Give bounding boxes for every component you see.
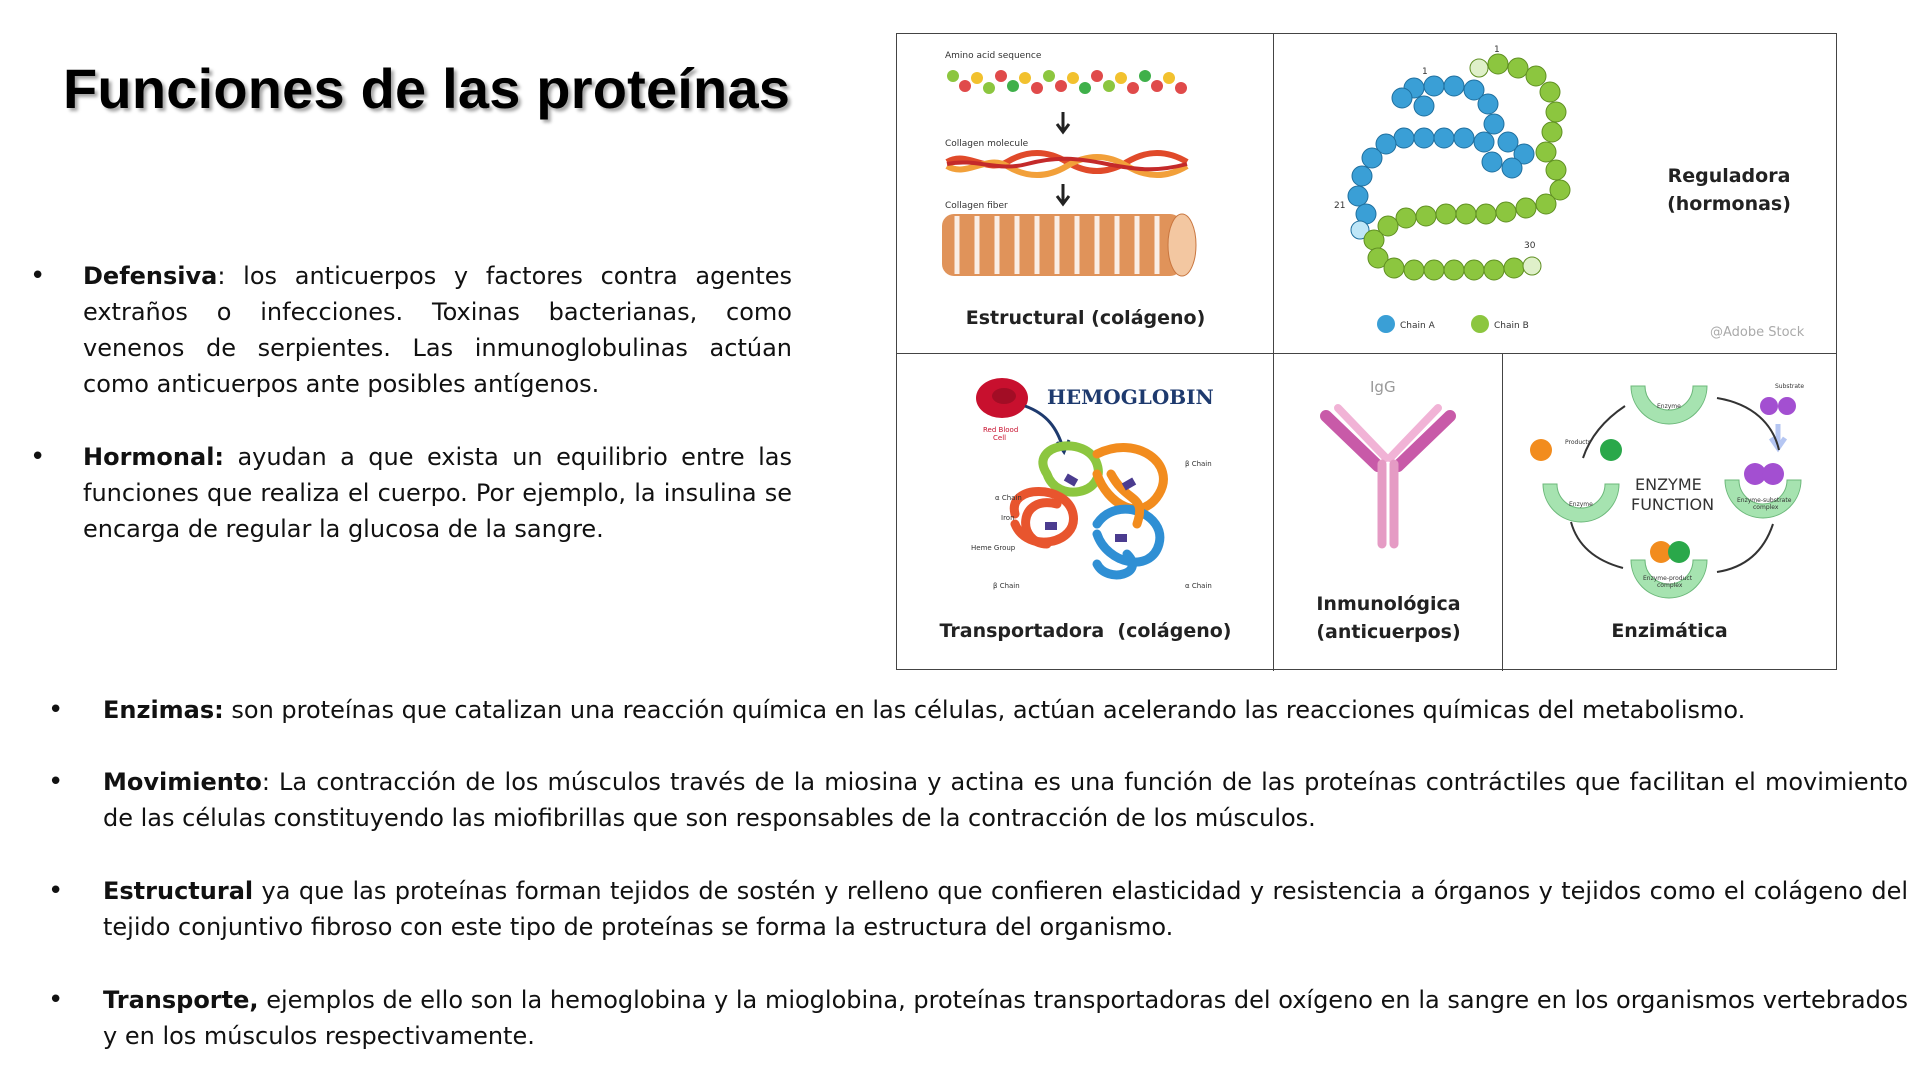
igg-label: IgG: [1370, 378, 1396, 396]
caption-line: (hormonas): [1667, 193, 1791, 215]
heme-group-label: Heme Group: [971, 544, 1016, 552]
amino-acid-chain: [947, 70, 1187, 94]
hemoglobin-subunits: [1014, 446, 1163, 575]
amino-acid-label: Amino acid sequence: [945, 51, 1042, 61]
products-label: Products: [1565, 439, 1591, 446]
bullet-enzimas: [48, 692, 1912, 732]
beta-chain-label: β Chain: [993, 582, 1020, 590]
bullet-defensiva: [30, 258, 792, 408]
substrate-molecule: [1762, 463, 1784, 485]
residue-number: 30: [1524, 241, 1536, 251]
ep-complex-label: complex: [1657, 582, 1683, 589]
legend-chain-a-swatch: [1377, 315, 1395, 333]
ep-complex-label: Enzyme-product: [1643, 575, 1693, 582]
bullet-text: : los anticuerpos y factores contra agentes extraños o infecciones. Toxinas bacterianas, como venenos de serpientes. Las inmunoglobulinas actúan como anticuerpos ante posibles antígenos.: [83, 262, 792, 398]
product-molecule: [1530, 439, 1552, 461]
bullet-text: ejemplos de ello son la hemoglobina y la mioglobina, proteínas transportadoras del oxígeno en la sangre en los organismos vertebrados y en los músculos respectivamente.: [103, 986, 1908, 1050]
enzyme-label: Enzyme: [1569, 501, 1593, 508]
cycle-arrow-icon: [1571, 522, 1623, 568]
watermark: @Adobe Stock: [1710, 325, 1805, 340]
panel-transportadora: [897, 354, 1274, 671]
bullet-label: Estructural: [103, 877, 254, 905]
hemoglobin-heading: HEMOGLOBIN: [1047, 385, 1214, 409]
antibody-icon: [1326, 408, 1450, 544]
substrate-molecule: [1778, 397, 1796, 415]
bullet-dot: •: [30, 261, 46, 291]
es-complex-label: complex: [1753, 504, 1779, 511]
collagen-triple-helix: [947, 153, 1187, 175]
residue-number: 1: [1494, 45, 1500, 55]
caption-enzimatica: Enzimática: [1611, 620, 1728, 642]
bullet-text: son proteínas que catalizan una reacción química en las células, actúan acelerando las reacciones químicas del metabolismo.: [223, 696, 1746, 724]
bullet-text: : La contracción de los músculos través de la miosina y actina es una función de las proteínas contráctiles que facilitan el movimiento de las células constituyendo las miofibrillas que son responsables de la contracción de los músculos.: [103, 768, 1908, 832]
enzyme-function-label: ENZYME: [1635, 475, 1702, 494]
bullet-label: Defensiva: [83, 262, 218, 290]
bullet-text: ya que las proteínas forman tejidos de sostén y relleno que confieren elasticidad y resistencia a órganos y tejidos como el colágeno del tejido conjuntivo fibroso con este tipo de proteínas se forma la estructura del organismo.: [103, 877, 1908, 941]
bullet-hormonal: [30, 439, 792, 549]
arrow-icon: [1025, 406, 1063, 448]
alpha-chain-label: α Chain: [995, 494, 1022, 502]
collagen-fiber-label: Collagen fiber: [945, 201, 1008, 211]
product-molecule: [1668, 541, 1690, 563]
alpha-chain-label: α Chain: [1185, 582, 1212, 590]
iron-label: Iron: [1001, 514, 1015, 522]
caption-line: (anticuerpos): [1316, 621, 1461, 643]
residue-number: 1: [1422, 67, 1428, 77]
legend-chain-a: Chain A: [1400, 321, 1435, 331]
substrate-molecule: [1760, 397, 1778, 415]
bullet-dot: •: [48, 767, 64, 797]
caption-line: Reguladora: [1667, 165, 1791, 187]
bullet-movimiento: [48, 764, 1912, 840]
bullet-estructural: [48, 873, 1912, 949]
enzyme-label: Enzyme: [1657, 403, 1681, 410]
arrow-down-icon: [1057, 184, 1069, 204]
rbc-label: Red Blood: [983, 426, 1019, 434]
bullet-text: ayudan a que exista un equilibrio entre las funciones que realiza el cuerpo. Por ejemplo, la insulina se encarga de regular la glucosa de la sangre.: [83, 443, 792, 543]
red-blood-cell-center: [992, 388, 1016, 404]
bullet-label: Enzimas:: [103, 696, 224, 724]
substrate-label: Substrate: [1775, 383, 1805, 390]
panel-estructural: [897, 34, 1274, 354]
page-title: Funciones de las proteínas: [63, 57, 791, 120]
bullet-dot: •: [48, 985, 64, 1015]
caption-estructural: Estructural (colágeno): [965, 307, 1206, 329]
bullet-transporte: [48, 982, 1912, 1058]
collagen-molecule-label: Collagen molecule: [945, 139, 1029, 149]
arrow-down-icon: [1057, 112, 1069, 132]
protein-functions-figure: [896, 33, 1837, 670]
caption-line: Inmunológica: [1316, 593, 1461, 615]
product-molecule: [1600, 439, 1622, 461]
bullet-label: Movimiento: [103, 768, 262, 796]
caption-reguladora: [1654, 162, 1804, 218]
bullet-label: Hormonal:: [83, 443, 225, 471]
panel-reguladora: [1274, 34, 1836, 354]
rbc-label: Cell: [993, 434, 1007, 442]
panel-inmunologica: [1274, 354, 1503, 671]
panel-enzimatica: [1503, 354, 1836, 671]
residue-number: 21: [1334, 201, 1346, 211]
enzyme-function-label: FUNCTION: [1631, 495, 1715, 514]
beta-chain-label: β Chain: [1185, 460, 1212, 468]
legend-chain-b: Chain B: [1494, 321, 1529, 331]
bullet-dot: •: [48, 695, 64, 725]
cycle-arrow-icon: [1717, 524, 1773, 572]
legend-chain-b-swatch: [1471, 315, 1489, 333]
caption-transportadora: Transportadora (colágeno): [939, 620, 1232, 642]
es-complex-label: Enzyme-substrate: [1737, 497, 1792, 504]
collagen-fiber: [942, 214, 1196, 276]
bullet-label: Transporte,: [103, 986, 259, 1014]
bullet-dot: •: [30, 442, 46, 472]
bullet-dot: •: [48, 876, 64, 906]
caption-inmunologica: [1274, 590, 1503, 646]
